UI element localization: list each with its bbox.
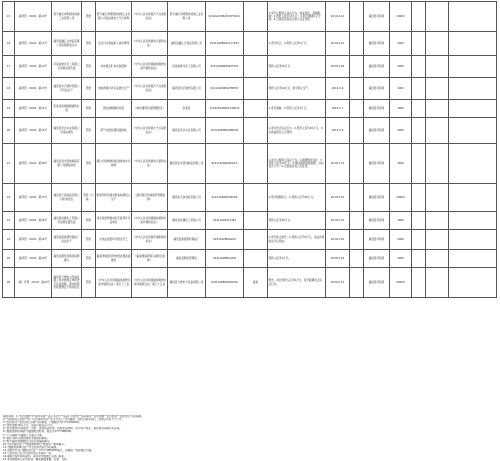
cell-case: 鹿邑县鑫汇达食品有限公司违规排放污水 bbox=[52, 32, 82, 56]
cell-basis: 《畜禽规模养殖污染防治条例》 bbox=[132, 250, 168, 268]
cell-party: 鹿邑县金丰羽绒制品有限公司 bbox=[168, 144, 206, 184]
empty-cell bbox=[412, 100, 426, 118]
cell-code: 91441423MA51Y0T0211 bbox=[206, 2, 244, 32]
cell-doc: 鹿环罚〔2019〕第12号 bbox=[15, 56, 52, 78]
cell-date: 2019.5.7 bbox=[326, 100, 350, 118]
cell-case: 鹿邑县顺发养殖场违规排污 bbox=[52, 250, 82, 268]
empty-cell bbox=[426, 32, 449, 56]
empty-cell bbox=[449, 118, 497, 144]
cell-rep bbox=[244, 212, 268, 230]
table-row bbox=[3, 100, 497, 118]
footnote-line: 6."数据更新时间戳"为数据报送时间，格式为YYYY/MM/DD。 bbox=[3, 430, 74, 434]
cell-code: 91411628MA4177D57 bbox=[206, 32, 244, 56]
table-row bbox=[3, 184, 497, 212]
footnote-line: 15.本表数据每月定时报送，确保数据准确、完整、及时。 bbox=[3, 458, 70, 461]
empty-cell bbox=[426, 212, 449, 230]
table-row bbox=[3, 118, 497, 144]
cell-no: 17 bbox=[3, 56, 15, 78]
cell-code: 91411628MA40GLTA bbox=[206, 268, 244, 298]
cell-date: 2019.4.22 bbox=[326, 32, 350, 56]
cell-doc: 鹿环罚〔2019〕第19号 bbox=[15, 230, 52, 250]
cell-basis: 《中华人民共和国大气污染防治法》 bbox=[132, 78, 168, 100]
cell-pen-type: 罚款 bbox=[82, 144, 96, 184]
cell-content: 1.责令改正；2.罚款人民币5万元。 bbox=[268, 32, 326, 56]
cell-facts: 将危险废物提供给无经营许可证单位 bbox=[96, 212, 132, 230]
cell-amount: 50000 bbox=[390, 268, 412, 298]
cell-doc: 鹿环罚〔2019〕第17号 bbox=[15, 184, 52, 212]
cell-pen-type: 罚款 bbox=[82, 250, 96, 268]
cell-rep bbox=[244, 118, 268, 144]
cell-case: 鹿邑县宏达木业有限公司违法排放 bbox=[52, 118, 82, 144]
cell-doc: 鹿环罚〔2019〕第11号 bbox=[15, 32, 52, 56]
footnotes bbox=[3, 415, 495, 461]
empty-cell bbox=[426, 250, 449, 268]
cell-org: 鹿邑县环保局 bbox=[364, 78, 390, 100]
cell-case: 恩平重庆市明钢化玻璃工业有限公司 bbox=[52, 2, 82, 32]
cell-basis: 《中华人民共和国固体废物污染环境防治法》 bbox=[132, 212, 168, 230]
cell-content: 1.责令改正违法行为；2.罚款人民币20万元；3.对直接责任人员罚款。 bbox=[268, 118, 326, 144]
cell-date: 2019.5.13 bbox=[326, 144, 350, 184]
cell-code: 92411628MA40W bbox=[206, 250, 244, 268]
footnote-line: 2."行政相对人名称""统一社会信用代码""法定代表人"为必填项，自然人填写姓名，身份证号码不予公开。 bbox=[3, 418, 125, 422]
cell-pen-type: 罚款 bbox=[82, 78, 96, 100]
footnote-line: 3."处罚机关""处罚决定日期"为必填项，日期格式为YYYY/MM/DD。 bbox=[3, 421, 82, 425]
cell-party: 鹿邑县新星塑料制品厂 bbox=[168, 230, 206, 250]
cell-date: 2019.4.12 bbox=[326, 2, 350, 32]
cell-facts: 畜禽养殖废弃物未经处理直接排放 bbox=[96, 250, 132, 268]
cell-code: 91411628317487 bbox=[206, 212, 244, 230]
cell-content: 罚款人民币20万元。 bbox=[268, 56, 326, 78]
cell-org: 鹿邑县环保局 bbox=[364, 250, 390, 268]
cell-party: 张某某 bbox=[168, 100, 206, 118]
cell-party: 鹿邑县鑫汇达食品有限公司 bbox=[168, 32, 206, 56]
cell-basis: 《中华人民共和国水污染防治法》 bbox=[132, 144, 168, 184]
cell-content: 罚款人民币30万元。 bbox=[268, 212, 326, 230]
empty-cell bbox=[412, 32, 426, 56]
table-row bbox=[3, 250, 497, 268]
cell-rep bbox=[244, 184, 268, 212]
empty-cell bbox=[350, 184, 364, 212]
cell-org: 鹿邑县环保局 bbox=[364, 2, 390, 32]
cell-content: 1.责令清除；2.罚款人民币3万元。 bbox=[268, 100, 326, 118]
cell-basis: 《中华人民共和国大气污染防治法》 bbox=[132, 2, 168, 32]
table-row bbox=[3, 2, 497, 32]
cell-no: 24 bbox=[3, 230, 15, 250]
cell-no: 22 bbox=[3, 184, 15, 212]
cell-pen-type: 罚款 bbox=[82, 118, 96, 144]
footnote-line: 9."地方编码"根据国家行政区划编码填写。 bbox=[3, 439, 52, 443]
footnote-line: 13."处罚内容"应当与处罚决定书保持一致。 bbox=[3, 452, 54, 456]
empty-cell bbox=[350, 2, 364, 32]
table-row bbox=[3, 268, 497, 298]
empty-cell bbox=[350, 250, 364, 268]
cell-party: 鹿邑县宏达木业有限公司 bbox=[168, 118, 206, 144]
empty-cell bbox=[426, 118, 449, 144]
empty-cell bbox=[426, 78, 449, 100]
table-row bbox=[3, 78, 497, 100]
cell-facts: 未按规定贮存危险废物 bbox=[96, 56, 132, 78]
cell-amount: 1000 bbox=[390, 78, 412, 100]
empty-cell bbox=[449, 2, 497, 32]
cell-amount: 20000 bbox=[390, 184, 412, 212]
cell-case: 鹿邑县金丰羽绒制品有限公司超标排放 bbox=[52, 144, 82, 184]
cell-no: 26 bbox=[3, 268, 15, 298]
empty-cell bbox=[350, 230, 364, 250]
empty-cell bbox=[350, 56, 364, 78]
cell-pen-type: 罚款 bbox=[82, 230, 96, 250]
empty-cell bbox=[412, 2, 426, 32]
footnote-line: 4."罚款金额"填写万元，保留小数点后六位。 bbox=[3, 424, 55, 428]
cell-basis: 《城市建筑垃圾管理规定》 bbox=[132, 100, 168, 118]
empty-cell bbox=[449, 230, 497, 250]
cell-content: 1.责令停止建设；2.罚款人民币5万元，违法所得依法予以没收。 bbox=[268, 230, 326, 250]
cell-case: 鹿邑县恒通化工有限公司违规处置危废 bbox=[52, 212, 82, 230]
cell-basis: 《中华人民共和国固体废物污染环境防治法》第七十五条 bbox=[132, 268, 168, 298]
cell-facts: 擅自倾倒建筑垃圾 bbox=[96, 100, 132, 118]
cell-pen-type: 罚款（行政） bbox=[82, 184, 96, 212]
cell-doc: 鹿环罚〔2019〕第15号 bbox=[15, 118, 52, 144]
cell-doc: （鹿）环罚〔2019〕第21号 bbox=[15, 268, 52, 298]
cell-no: 21 bbox=[3, 144, 15, 184]
cell-facts: 超过污染物排放标准排放水污染物 bbox=[96, 144, 132, 184]
cell-org: 鹿邑县环保局 bbox=[364, 268, 390, 298]
cell-content: 1.责令限期改正；2.罚款人民币20万元。 bbox=[268, 184, 326, 212]
empty-cell bbox=[449, 268, 497, 298]
cell-doc: 鹿环罚〔2019〕第20号 bbox=[15, 250, 52, 268]
empty-cell bbox=[426, 230, 449, 250]
empty-cell bbox=[412, 144, 426, 184]
cell-code: 91411628MA4TMH07 bbox=[206, 78, 244, 100]
cell-amount: 2500 bbox=[390, 144, 412, 184]
cell-rep bbox=[244, 78, 268, 100]
cell-amount: 3000 bbox=[390, 100, 412, 118]
cell-basis: 《中华人民共和国大气污染防治法》 bbox=[132, 118, 168, 144]
cell-basis: 《中华人民共和国水污染防治法》 bbox=[132, 32, 168, 56]
cell-amount: 3000 bbox=[390, 212, 412, 230]
empty-cell bbox=[426, 184, 449, 212]
cell-rep bbox=[244, 2, 268, 32]
empty-cell bbox=[449, 144, 497, 184]
cell-org: 鹿邑县环保局 bbox=[364, 230, 390, 250]
footnote-line: 填表说明：1."处罚依据"中"案件名称""决定书文号""违法行为类型""违法事实""处罚依据""处罚类别""处罚内容"为必填项。 bbox=[3, 415, 144, 418]
cell-party: 恩平重庆市明钢化玻璃工业有限公司 bbox=[168, 2, 206, 32]
cell-amount: 5000 bbox=[390, 230, 412, 250]
cell-case: 鹿邑县华宇建材有限公司无证生产 bbox=[52, 78, 82, 100]
empty-cell bbox=[449, 56, 497, 78]
cell-doc: 鹿环罚〔2019〕第13号 bbox=[15, 78, 52, 100]
table-row bbox=[3, 230, 497, 250]
footnote-line: 10."信息提供部门""数据来源单位"按照统一要求填写。 bbox=[3, 442, 67, 446]
empty-cell bbox=[426, 100, 449, 118]
cell-party: 鹿邑县天润食品有限公司 bbox=[168, 184, 206, 212]
empty-cell bbox=[412, 56, 426, 78]
cell-code: 91411628MA40BAXK bbox=[206, 118, 244, 144]
cell-date: 2019.5.6 bbox=[326, 78, 350, 100]
cell-no: 23 bbox=[3, 212, 15, 230]
empty-cell bbox=[449, 184, 497, 212]
cell-amount: 5000 bbox=[390, 32, 412, 56]
cell-date: 2019.4.28 bbox=[326, 56, 350, 78]
cell-rep: 谢某 bbox=[244, 268, 268, 298]
cell-no: 18 bbox=[3, 78, 15, 100]
footnote-line: 7."公示期限"为数据公示截止日期。 bbox=[3, 433, 45, 437]
empty-cell bbox=[350, 100, 364, 118]
cell-pen-type: 罚款 bbox=[82, 212, 96, 230]
cell-case: 鹿邑县天润食品有限公司未验先投 bbox=[52, 184, 82, 212]
cell-rep bbox=[244, 56, 268, 78]
cell-party: 河南省皓月化工有限公司 bbox=[168, 56, 206, 78]
cell-date: 2019.6.13 bbox=[326, 268, 350, 298]
cell-pen-type: 罚款 bbox=[82, 32, 96, 56]
cell-doc: 鹿环罚〔2019〕第14号 bbox=[15, 100, 52, 118]
cell-date: 2019.5.9 bbox=[326, 118, 350, 144]
empty-cell bbox=[350, 118, 364, 144]
footnote-line: 12.表格中所有日期格式应统一为YYYY/MM/DD格式，金额统一保留两位小数。 bbox=[3, 449, 94, 453]
footnote-line: 14.填报过程中如有疑问，请及时与数据汇总部门联系。 bbox=[3, 455, 67, 459]
empty-cell bbox=[449, 212, 497, 230]
cell-code: 92411628MA40U bbox=[206, 230, 244, 250]
footnote-line: 5."处罚类别"包括警告、罚款、没收违法所得、没收非法财物、责令停产停业、暂扣或者吊销许可证等。 bbox=[3, 427, 122, 431]
cell-date: 2019.5.16 bbox=[326, 212, 350, 230]
cell-content: 罚款人民币3万元。 bbox=[268, 250, 326, 268]
cell-content: 罚款人民币10万元，责令停止生产。 bbox=[268, 78, 326, 100]
cell-basis: 《中华人民共和国环境影响评价法》 bbox=[132, 230, 168, 250]
empty-cell bbox=[449, 78, 497, 100]
cell-amount: 2000 bbox=[390, 56, 412, 78]
empty-cell bbox=[426, 144, 449, 184]
cell-facts: 生活污水直接排入雨水管网 bbox=[96, 32, 132, 56]
cell-code: 411628198502140033 bbox=[206, 100, 244, 118]
empty-cell bbox=[412, 268, 426, 298]
cell-rep bbox=[244, 230, 268, 250]
cell-party: 鹿邑县华宇建材有限公司 bbox=[168, 78, 206, 100]
table-row bbox=[3, 56, 497, 78]
cell-content: 1.责令立即停止违法行为；2.限期整改到位；3.罚款人民币25万元；4.整改期间加强监测，并向社会公开；5.对直接负责人员处罚。 bbox=[268, 144, 326, 184]
empty-cell bbox=[350, 212, 364, 230]
cell-code: 91411628MA40L9-5 bbox=[206, 144, 244, 184]
penalty-table bbox=[2, 1, 497, 298]
footnote-line: 11."数据来源单位统一社会信用代码"为必填项。 bbox=[3, 445, 59, 449]
cell-date: 2019.5.20 bbox=[326, 230, 350, 250]
empty-cell bbox=[412, 212, 426, 230]
cell-party: 鹿邑县恒通化工有限公司 bbox=[168, 212, 206, 230]
cell-amount: 2000 bbox=[390, 118, 412, 144]
empty-cell bbox=[350, 268, 364, 298]
cell-no: 19 bbox=[3, 100, 15, 118]
cell-doc: 鹿环罚〔2019〕第18号 bbox=[15, 212, 52, 230]
cell-doc: 鹿环罚〔2019〕第10号 bbox=[15, 2, 52, 32]
cell-org: 鹿邑县环保局 bbox=[364, 184, 390, 212]
empty-cell bbox=[412, 184, 426, 212]
cell-facts: 未取得排污许可证擅自生产 bbox=[96, 78, 132, 100]
empty-cell bbox=[426, 268, 449, 298]
cell-date: 2019.5.16 bbox=[326, 184, 350, 212]
cell-org: 鹿邑县环保局 bbox=[364, 100, 390, 118]
cell-pen-type: 罚款 bbox=[82, 56, 96, 78]
table-row bbox=[3, 32, 497, 56]
cell-basis: 《中华人民共和国固体废物污染环境防治法》 bbox=[132, 56, 168, 78]
cell-date: 2019.5.24 bbox=[326, 250, 350, 268]
cell-org: 鹿邑县环保局 bbox=[364, 212, 390, 230]
empty-cell bbox=[449, 250, 497, 268]
cell-org: 鹿邑县环保局 bbox=[364, 56, 390, 78]
empty-cell bbox=[412, 118, 426, 144]
cell-facts: 配套环保设施未经验收即投入生产 bbox=[96, 184, 132, 212]
cell-basis: 《建设项目环境保护管理条例》 bbox=[132, 184, 168, 212]
empty-cell bbox=[350, 32, 364, 56]
cell-pen-type: 罚款 bbox=[82, 2, 96, 32]
cell-pen-type: 罚款 bbox=[82, 100, 96, 118]
cell-pen-type: 罚款 bbox=[82, 268, 96, 298]
cell-org: 鹿邑县环保局 bbox=[364, 144, 390, 184]
empty-cell bbox=[449, 32, 497, 56]
cell-no: 16 bbox=[3, 32, 15, 56]
cell-code: 91411628065923701 bbox=[206, 56, 244, 78]
cell-org: 鹿邑县环保局 bbox=[364, 118, 390, 144]
cell-content: 1.责令立即停止违法行为，恢复原状，消除影响；2.罚款人民币13万元；3.责令限期补正手续；4.对直接负责的主管人员处罚款。 bbox=[268, 2, 326, 32]
empty-cell bbox=[350, 144, 364, 184]
cell-facts: 《中华人民共和国固体废物污染环境防治法》第五十三条 bbox=[96, 268, 132, 298]
empty-cell bbox=[412, 230, 426, 250]
cell-no: 25 bbox=[3, 250, 15, 268]
cell-case: 河南省皓月化工有限公司违规存放危废 bbox=[52, 56, 82, 78]
cell-rep bbox=[244, 32, 268, 56]
cell-amount: 3000 bbox=[390, 250, 412, 268]
cell-no: 15 bbox=[3, 2, 15, 32]
cell-content: 警告，并处罚款人民币5万元，责令限期改正违法行为。 bbox=[268, 268, 326, 298]
cell-party: 鹿邑县顺发养殖场 bbox=[168, 250, 206, 268]
footnote-line: 8."备注"填写其他需要补充说明的事项。 bbox=[3, 436, 50, 440]
cell-org: 鹿邑县环保局 bbox=[364, 32, 390, 56]
cell-rep bbox=[244, 250, 268, 268]
cell-facts: 未依法报批环评擅自开工 bbox=[96, 230, 132, 250]
cell-no: 20 bbox=[3, 118, 15, 144]
cell-case: 张某某违规倾倒建筑垃圾 bbox=[52, 100, 82, 118]
cell-rep bbox=[244, 144, 268, 184]
empty-cell bbox=[426, 2, 449, 32]
empty-cell bbox=[449, 100, 497, 118]
cell-facts: 废气未经处理直接排放 bbox=[96, 118, 132, 144]
cell-code: 91411628MA44A6R bbox=[206, 184, 244, 212]
table-row bbox=[3, 144, 497, 184]
empty-cell bbox=[426, 56, 449, 78]
cell-party: 鹿邑县力源电力设备有限公司 bbox=[168, 268, 206, 298]
cell-facts: 恩平重庆市明钢化玻璃工业有限公司违法排放大气污染物 bbox=[96, 2, 132, 32]
empty-cell bbox=[412, 78, 426, 100]
cell-case: 鹿邑县新星塑料制品厂违法生产 bbox=[52, 230, 82, 250]
empty-cell bbox=[350, 78, 364, 100]
table-row bbox=[3, 212, 497, 230]
cell-doc: 鹿环罚〔2019〕第16号 bbox=[15, 144, 52, 184]
cell-case: 鹿邑县力源电力设备有限公司未按规定申报登记危险废物，擅自转移危险废物且不如实报告 bbox=[52, 268, 82, 298]
empty-cell bbox=[412, 250, 426, 268]
cell-amount: 13000 bbox=[390, 2, 412, 32]
cell-rep bbox=[244, 100, 268, 118]
